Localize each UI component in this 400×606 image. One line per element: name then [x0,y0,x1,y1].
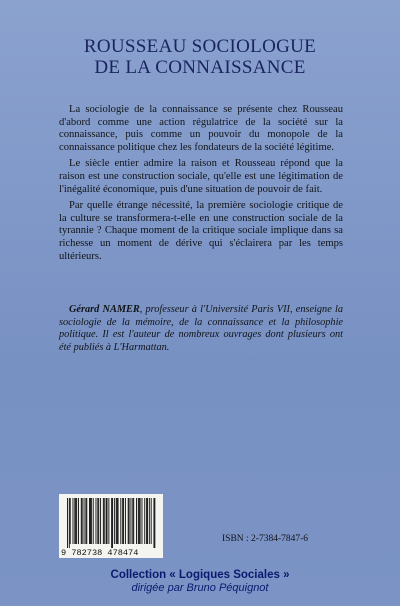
author-description: , professeur à l'Université Paris VII, enseigne la sociologie de la mémoire, de la connaissance et la philosophie politique. Il est l'auteur de nombreux ouvrages dont plusieurs ont été publiés à L'Harmattan. [59,304,343,353]
barcode-bar [154,498,155,548]
barcode-bar [116,498,117,544]
barcode-bar [73,498,74,544]
barcode-bar [76,498,77,544]
barcode-bar [111,498,112,548]
barcode-bar [120,498,121,544]
summary-paragraph-2: Le siècle entier admire la raison et Rousseau répond que la raison est une construction sociale, qu'elle est une légitimation de l'inégalité économique, puis d'une situation de pouvoir de fait. [59,158,343,195]
barcode-bar [123,498,124,544]
barcode-bar [139,498,140,544]
isbn: ISBN : 2-7384-7847-6 [222,534,309,544]
collection-name: Collection « Logiques Sociales » [110,569,290,581]
barcode-bar [133,498,134,544]
barcode-bar [67,498,68,548]
barcode-bar [74,498,75,544]
barcode-bar [93,498,94,544]
author-paragraph [59,304,343,354]
barcode-bar [130,498,131,544]
barcode-bar [136,498,137,544]
barcode-bar [81,498,82,544]
barcode-bar [69,498,70,548]
barcode-bar [103,498,104,544]
barcode-bars [67,498,155,548]
barcode-number: 9 782738 478474 [61,548,139,558]
barcode-bar [151,498,152,544]
barcode-bar [144,498,145,544]
barcode-bar [128,498,129,544]
collection-info [0,568,400,595]
barcode-bar [91,498,92,544]
barcode-bar [129,498,130,544]
barcode-bar [122,498,123,544]
barcode-bar [85,498,86,544]
barcode-bar [98,498,99,544]
collection-director: dirigée par Bruno Péquignot [131,582,269,594]
barcode-bar [112,498,113,548]
barcode-bar [107,498,108,544]
barcode-bar [142,498,143,544]
barcode-bar [118,498,119,544]
barcode-bar [106,498,107,544]
summary-paragraph-3: Par quelle étrange nécessité, la première sociologie critique de la culture se transformera-t-elle en une construction sociale de la tyrannie ? Chaque moment de la critique sociale implique dans sa richesse un moment de dérive qui s'éclairera par les temps ultérieurs. [59,200,343,262]
barcode-bar [114,498,115,544]
barcode-bar [138,498,139,544]
barcode-bar [97,498,98,544]
title-line-2: DE LA CONNAISSANCE [94,57,306,78]
barcode-bar [125,498,126,544]
barcode-bar [75,498,76,544]
barcode-bar [104,498,105,544]
title-line-1: ROUSSEAU SOCIOLOGUE [83,36,317,57]
barcode-bar [70,498,71,544]
barcode-bar [100,498,101,544]
barcode-bar [153,498,154,548]
barcode [59,494,163,558]
author-name: Gérard NAMER [69,304,140,315]
barcode-bar [108,498,109,544]
barcode-bar [78,498,79,544]
book-title [0,36,400,78]
summary-paragraph-1: La sociologie de la connaissance se présente chez Rousseau d'abord comme une action régulatrice de la société sur la connaissance, puis comme un pouvoir du monopole de la connaissance politique chez les fondateurs de la société légitime. [59,104,343,153]
barcode-bar [146,498,147,544]
barcode-bar [86,498,87,544]
barcode-bar [147,498,148,544]
author-bio [59,304,343,354]
barcode-bar [90,498,91,544]
barcode-bar [82,498,83,544]
barcode-bar [117,498,118,544]
barcode-bar [89,498,90,544]
barcode-bar [140,498,141,544]
barcode-bar [84,498,85,544]
barcode-graphic [59,494,163,558]
summary-text [59,104,343,267]
barcode-bar [132,498,133,544]
barcode-bar [149,498,150,544]
barcode-bar [96,498,97,544]
